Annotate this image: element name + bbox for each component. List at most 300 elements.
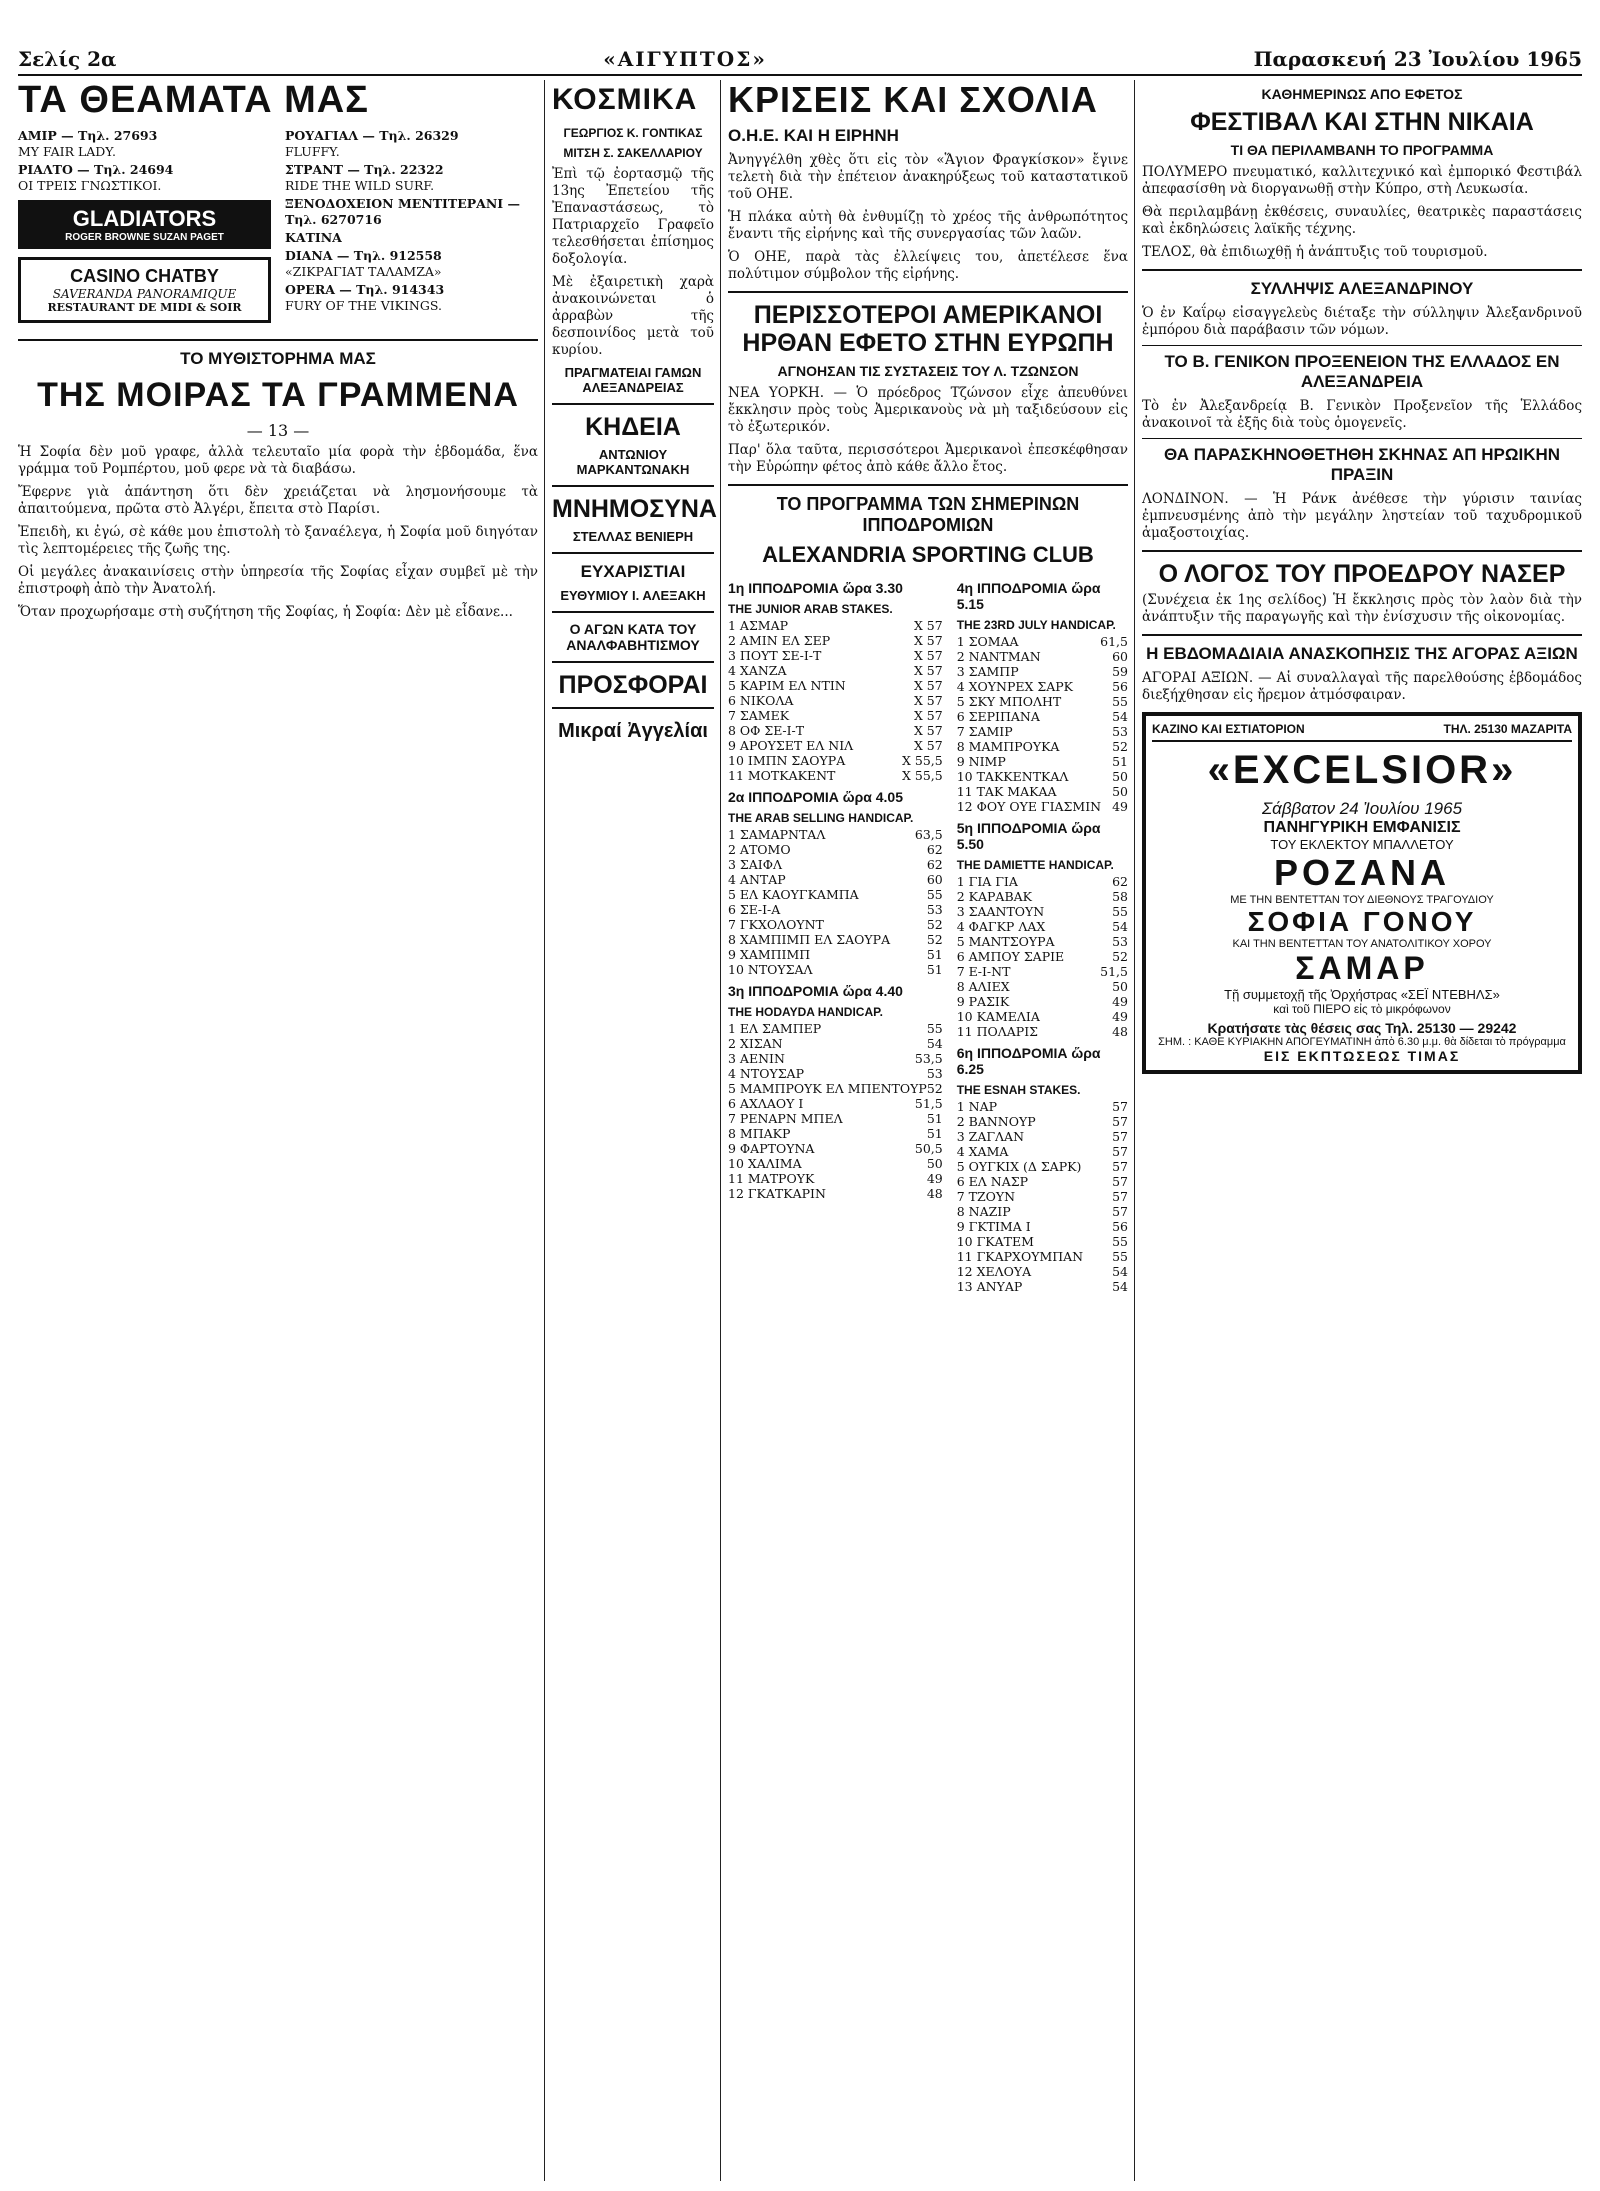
race-subtitle: THE 23RD JULY HANDICAP. [956, 618, 1116, 632]
horse-weight: 55 [1112, 1234, 1128, 1249]
horse-weight: 54 [1112, 1264, 1128, 1279]
horse-entry [728, 738, 943, 753]
race-title: 1η ΙΠΠΟΔΡΟΜΙΑ ὥρα 3.30 [728, 580, 903, 596]
paragraph: Τὸ ἐν Ἀλεξανδρείᾳ Β. Γενικὸν Προξενεῖον τῆς Ἑλλάδος ἀνακοινοῖ τὰ ἑξῆς διὰ τοὺς ὁμογενεῖς. [1142, 398, 1582, 431]
horse-weight: 52 [1112, 949, 1128, 964]
paragraph: ΠΟΛΥΜΕΡΟ πνευματικό, καλλιτεχνικό καὶ ἐμπορικό Φεστιβάλ ἀπεφασίσθη νὰ διοργανωθῇ στὴν Κύπρο, στὴ Λευκωσία. [1142, 164, 1582, 197]
horse-entry [957, 1204, 1128, 1219]
horse-entry [957, 1099, 1128, 1114]
race-column-left [728, 574, 943, 1294]
horse-entry [957, 679, 1128, 694]
horse-weight: 52 [926, 1081, 943, 1096]
excelsior-ad [1142, 712, 1582, 1074]
horse-name: 7 ΡΕΝΑΡΝ ΜΠΕΛ [728, 1111, 843, 1126]
horse-name: 3 ΠΟΥΤ ΣΕ-Ι-Τ [728, 648, 822, 663]
horse-entry [957, 1249, 1128, 1264]
horse-entry [728, 1096, 943, 1111]
horse-weight: 57 [1112, 1114, 1128, 1129]
horse-weight: Χ 57 [913, 693, 943, 708]
horse-weight: 51 [1112, 754, 1128, 769]
paragraph: Ἐπὶ τῷ ἐορτασμῷ τῆς 13ης Ἐπετείου τῆς Ἐπαναστάσεως, τὸ Πατριαρχεῖο Γραφεῖο τελεσθήσεται ἐπίσημος δοξολογία. [552, 166, 714, 267]
horse-name: 11 ΓΚΑΡΧΟΥΜΠΑΝ [956, 1249, 1084, 1264]
horse-name: 7 ΣΑΜΕΚ [728, 708, 790, 723]
horse-name: 10 ΝΤΟΥΣΑΛ [728, 962, 813, 977]
horse-name: 9 ΡΑΣΙΚ [956, 994, 1010, 1009]
race-program [728, 574, 1128, 1294]
news-subhead: ΑΓΝΟΗΣΑΝ ΤΙΣ ΣΥΣΤΑΣΕΙΣ ΤΟΥ Λ. ΤΖΩΝΣΟΝ [777, 363, 1079, 379]
horse-entry [728, 678, 943, 693]
ad-line: ΣΗΜ. : ΚΑΘΕ ΚΥΡΙΑΚΗΝ ΑΠΟΓΕΥΜΑΤΙΝΗ ἀπὸ 6.30 μ.μ. θὰ δίδεται τὸ πρόγραμμα [1158, 1036, 1566, 1048]
horse-weight: 48 [1112, 1024, 1128, 1039]
horse-entry [957, 949, 1128, 964]
horse-weight: 51 [926, 947, 943, 962]
horse-name: 10 ΧΑΛΙΜΑ [728, 1156, 802, 1171]
horse-name: 4 ΧΑΜΑ [956, 1144, 1009, 1159]
horse-entry [957, 1174, 1128, 1189]
ad-date: Σάββατον 24 Ἰουλίου 1965 [1261, 799, 1463, 818]
horse-name: 3 ΣΑΙΦΛ [728, 857, 783, 872]
paragraph: Θὰ περιλαμβάνῃ ἐκθέσεις, συναυλίες, θεατρικὲς παραστάσεις καὶ ἐκδηλώσεις λαϊκῆς τέχνης. [1142, 204, 1582, 237]
nasser-headline: Ο ΛΟΓΟΣ ΤΟΥ ΠΡΟΕΔΡΟΥ ΝΑΣΕΡ [1158, 560, 1566, 588]
section-header-commentary: ΚΡΙΣΕΙΣ ΚΑΙ ΣΧΟΛΙΑ [728, 79, 1098, 120]
horse-weight: 54 [1112, 1279, 1128, 1294]
race-subtitle: THE HODAYDA HANDICAP. [728, 1005, 883, 1019]
horse-weight: 48 [926, 1186, 943, 1201]
horse-entry [957, 739, 1128, 754]
paragraph: Ἡ πλάκα αὐτὴ θὰ ἐνθυμίζῃ τὸ χρέος τῆς ἀνθρωπότητος ἔναντι τῆς εἰρήνης καὶ τῆς συνεργασίας τῶν λαῶν. [728, 209, 1128, 242]
horse-entry [957, 874, 1128, 889]
horse-weight: Χ 57 [913, 648, 943, 663]
race-title: 2α ΙΠΠΟΔΡΟΜΙΑ ὥρα 4.05 [728, 789, 903, 805]
horse-name: 3 ΣΑΑΝΤΟΥΝ [956, 904, 1045, 919]
horse-weight: 51 [926, 962, 943, 977]
horse-weight: 58 [1112, 889, 1128, 904]
horse-entry [728, 648, 943, 663]
byline: ΓΕΩΡΓΙΟΣ Κ. ΓΟΝΤΙΚΑΣ [563, 126, 703, 140]
paragraph: ΝΕΑ ΥΟΡΚΗ. — Ὁ πρόεδρος Τζώνσον εἶχε ἀπευθύνει ἔκκλησιν πρὸς τοὺς Ἀμερικανοὺς νὰ μὴ ταξιδεύσουν εἰς τὸ ἐξωτερικόν. [728, 385, 1128, 435]
paragraph: ΛΟΝΔΙΝΟΝ. — Ἡ Ράνκ ἀνέθεσε τὴν γύρισιν ταινίας ἐμπνευσμένης ἀπὸ τὴν μεγάλην ληστείαν τοῦ ταχυδρομικοῦ ἁμαξοστοιχίας. [1142, 491, 1582, 541]
paragraph: Ὁ ΟΗΕ, παρὰ τὰς ἐλλείψεις του, ἀπετέλεσε ἕνα πολύτιμον σύμβολον τῆς εἰρήνης. [728, 249, 1128, 282]
horse-weight: 59 [1112, 664, 1128, 679]
horse-weight: 52 [926, 932, 943, 947]
horse-entry [728, 1066, 943, 1081]
horse-weight: 55 [926, 1021, 943, 1036]
horse-entry [728, 1126, 943, 1141]
horse-entry [728, 693, 943, 708]
masthead [18, 44, 1582, 76]
horse-weight: 63,5 [914, 827, 943, 842]
horse-weight: 57 [1112, 1144, 1128, 1159]
horse-name: 1 ΑΣΜΑΡ [728, 618, 789, 633]
horse-weight: 57 [1112, 1189, 1128, 1204]
horse-name: 9 ΓΚΤΙΜΑ Ι [956, 1219, 1031, 1234]
horse-name: 2 ΑΜΙΝ ΕΛ ΣΕΡ [728, 633, 831, 648]
funeral-header: ΚΗΔΕΙΑ [585, 413, 681, 441]
horse-name: 10 ΓΚΑΤΕΜ [956, 1234, 1034, 1249]
horse-weight: Χ 57 [913, 738, 943, 753]
horse-entry [728, 633, 943, 648]
column-entertainment [18, 80, 538, 2181]
horse-entry [957, 1234, 1128, 1249]
stock-headline: Η ΕΒΔΟΜΑΔΙΑΙΑ ΑΝΑΣΚΟΠΗΣΙΣ ΤΗΣ ΑΓΟΡΑΣ ΑΞΙΩΝ [1146, 644, 1578, 663]
horse-entry [957, 1264, 1128, 1279]
horse-weight: 50 [1112, 979, 1128, 994]
race-subtitle: THE DAMIETTE HANDICAP. [956, 858, 1114, 872]
horse-name: 7 Ε-Ι-ΝΤ [956, 964, 1011, 979]
horse-name: 11 ΜΑΤΡΟΥΚ [728, 1171, 815, 1186]
horse-name: 6 ΝΙΚΟΛΑ [728, 693, 794, 708]
horse-name: 10 ΤΑΚΚΕΝΤΚΑΛ [956, 769, 1069, 784]
race-subtitle: THE ESNAH STAKES. [956, 1083, 1081, 1097]
horse-weight: 49 [1112, 799, 1128, 814]
serial-kicker: ΤΟ ΜΥΘΙΣΤΟΡΗΜΑ ΜΑΣ [180, 349, 376, 368]
club-name: ALEXANDRIA SPORTING CLUB [762, 542, 1094, 567]
horse-entry [728, 1141, 943, 1156]
festival-kicker: ΚΑΘΗΜΕΡΙΝΩΣ ΑΠΟ ΕΦΕΤΟΣ [1261, 86, 1463, 102]
ad-line: Τῇ συμμετοχῇ τῆς Ὀρχήστρας «ΣΕΪ ΝΤΕΒΗΛΣ» [1224, 987, 1500, 1002]
horse-weight: 55 [1112, 1249, 1128, 1264]
horse-weight: 60 [926, 872, 943, 887]
horse-name: 8 ΝΑΖΙΡ [956, 1204, 1011, 1219]
horse-entry [957, 979, 1128, 994]
horse-weight: 61,5 [1100, 634, 1128, 649]
horse-entry [957, 724, 1128, 739]
horse-entry [728, 1036, 943, 1051]
issue-date: Παρασκευή 23 Ἰουλίου 1965 [1253, 47, 1582, 71]
horse-weight: 50 [1112, 784, 1128, 799]
ad-performer: ΡΟΖΑΝΑ [1274, 852, 1450, 893]
ad-line: ΚΑΙ ΤΗΝ ΒΕΝΤΕΤΤΑΝ ΤΟΥ ΑΝΑΤΟΛΙΤΙΚΟΥ ΧΟΡΟΥ [1232, 938, 1492, 950]
horse-name: 1 ΕΛ ΣΑΜΠΕΡ [728, 1021, 822, 1036]
horse-name: 5 ΕΛ ΚΑΟΥΓΚΑΜΠΑ [728, 887, 859, 902]
horse-entry [957, 934, 1128, 949]
horse-name: 2 ΚΑΡΑΒΑΚ [956, 889, 1032, 904]
paragraph: Παρ' ὅλα ταῦτα, περισσότεροι Ἀμερικανοὶ ἐπεσκέφθησαν τὴν Εὐρώπην φέτος ἀπὸ κάθε ἄλλο ἔτος. [728, 442, 1128, 475]
ad-venue: ΚΑΖΙΝΟ ΚΑΙ ΕΣΤΙΑΤΟΡΙΟΝ [1152, 722, 1305, 736]
horse-weight: 52 [1112, 739, 1128, 754]
ad-name: «EXCELSIOR» [1207, 748, 1517, 792]
horse-name: 4 ΧΟΥΝΡΕΧ ΣΑΡΚ [956, 679, 1074, 694]
horse-entry [957, 634, 1128, 649]
horse-weight: Χ 57 [913, 633, 943, 648]
cinema-listing: ΡΙΑΛΤΟ — Τηλ. 24694 ΟΙ ΤΡΕΙΣ ΓΝΩΣΤΙΚΟΙ. [18, 162, 174, 193]
horse-weight: 55 [1112, 904, 1128, 919]
cinema-listing: DIANA — Τηλ. 912558 «ΖΙΚΡΑΓΙΑΤ ΤΑΛΑΜΖΑ» [285, 248, 442, 279]
horse-weight: Χ 57 [913, 723, 943, 738]
thanks-header: ΕΥΧΑΡΙΣΤΙΑΙ [580, 562, 686, 581]
horse-name: 7 ΓΚΧΟΛΟΥΝΤ [728, 917, 824, 932]
horse-weight: 49 [1112, 1009, 1128, 1024]
race-column-right [957, 574, 1128, 1294]
horse-weight: Χ 55,5 [902, 768, 943, 783]
horse-name: 5 ΚΑΡΙΜ ΕΛ ΝΤΙΝ [728, 678, 846, 693]
horse-name: 10 ΚΑΜΕΛΙΑ [956, 1009, 1040, 1024]
horse-entry [957, 1279, 1128, 1294]
festival-subhead: ΤΙ ΘΑ ΠΕΡΙΛΑΜΒΑΝΗ ΤΟ ΠΡΟΓΡΑΜΜΑ [1230, 142, 1494, 158]
horse-entry [957, 1189, 1128, 1204]
consulate-headline: ΤΟ Β. ΓΕΝΙΚΟΝ ΠΡΟΞΕΝΕΙΟΝ ΤΗΣ ΕΛΛΑΔΟΣ ΕΝ ΑΛΕΞΑΝΔΡΕΙΑ [1164, 352, 1560, 391]
horse-name: 10 ΙΜΠΝ ΣΑΟΥΡΑ [728, 753, 846, 768]
horse-entry [957, 994, 1128, 1009]
horse-entry [957, 1114, 1128, 1129]
races-header: ΤΟ ΠΡΟΓΡΑΜΜΑ ΤΩΝ ΣΗΜΕΡΙΝΩΝ ΙΠΠΟΔΡΟΜΙΩΝ [776, 494, 1080, 535]
horse-weight: 51,5 [1100, 964, 1128, 979]
horse-name: 9 ΧΑΜΠΙΜΠ [728, 947, 811, 962]
horse-entry [728, 768, 943, 783]
memorial-header: ΜΝΗΜΟΣΥΝΑ [552, 495, 717, 523]
horse-entry [728, 842, 943, 857]
horse-entry [957, 1219, 1128, 1234]
horse-weight: 53 [926, 1066, 943, 1081]
horse-entry [728, 947, 943, 962]
section-header-social: ΚΟΣΜΙΚΑ [552, 83, 698, 116]
horse-name: 9 ΝΙΜΡ [956, 754, 1006, 769]
classifieds-header: Μικραί Ἀγγελίαι [558, 720, 708, 742]
horse-name: 5 ΟΥΓΚΙΧ (Δ ΣΑΡΚ) [956, 1159, 1082, 1174]
horse-entry [957, 1159, 1128, 1174]
horse-weight: 62 [926, 842, 943, 857]
horse-entry [728, 1051, 943, 1066]
serial-body [18, 444, 538, 621]
horse-entry [728, 1081, 943, 1096]
horse-weight: 60 [1112, 649, 1128, 664]
byline: ΜΙΤΣΗ Σ. ΣΑΚΕΛΛΑΡΙΟΥ [563, 146, 703, 160]
horse-weight: 53 [1112, 724, 1128, 739]
ad-phone: ΤΗΛ. 25130 ΜΑΖΑΡΙΤΑ [1443, 722, 1572, 736]
horse-name: 8 ΜΑΜΠΡΟΥΚΑ [956, 739, 1060, 754]
horse-entry [728, 917, 943, 932]
horse-weight: 51 [926, 1126, 943, 1141]
horse-name: 2 ΒΑΝΝΟΥΡ [956, 1114, 1036, 1129]
paragraph: Ὁ ἐν Καΐρῳ εἰσαγγελεὺς διέταξε τὴν σύλληψιν Ἀλεξανδρινοῦ ἐμπόρου διὰ παράβασιν τῶν νόμων. [1142, 305, 1582, 338]
horse-weight: Χ 55,5 [902, 753, 943, 768]
horse-weight: 62 [1112, 874, 1128, 889]
ad-line: ΤΟΥ ΕΚΛΕΚΤΟΥ ΜΠΑΛΛΕΤΟΥ [1270, 837, 1454, 852]
ad-line: ΕΙΣ ΕΚΠΤΩΣΕΩΣ ΤΙΜΑΣ [1263, 1048, 1461, 1064]
horse-entry [728, 708, 943, 723]
serial-title: ΤΗΣ ΜΟΙΡΑΣ ΤΑ ΓΡΑΜΜΕΝΑ [37, 376, 519, 414]
horse-entry [728, 857, 943, 872]
horse-name: 6 ΕΛ ΝΑΣΡ [956, 1174, 1028, 1189]
horse-name: 7 ΣΑΜΙΡ [956, 724, 1013, 739]
horse-name: 6 ΣΕ-Ι-Α [728, 902, 781, 917]
horse-entry [957, 964, 1128, 979]
horse-entry [728, 753, 943, 768]
horse-weight: 51 [926, 1111, 943, 1126]
cinema-listing: ΑΜΙΡ — Τηλ. 27693 MY FAIR LADY. [18, 128, 158, 159]
paragraph: Ἐπειδὴ, κι ἐγώ, σὲ κάθε μου ἐπιστολὴ τὸ ξαναέλεγα, ἡ Σοφία μοῦ διηγόταν τὶς λεπτομέρειες τῆς ζωῆς της. [18, 524, 538, 557]
horse-weight: 57 [1112, 1159, 1128, 1174]
race-subtitle: THE ARAB SELLING HANDICAP. [728, 811, 914, 825]
race-title: 5η ΙΠΠΟΔΡΟΜΙΑ ὥρα 5.50 [956, 820, 1101, 852]
horse-entry [957, 754, 1128, 769]
cinema-listings [18, 126, 538, 331]
horse-weight: 50,5 [914, 1141, 943, 1156]
horse-entry [728, 1021, 943, 1036]
horse-name: 1 ΝΑΡ [956, 1099, 998, 1114]
horse-name: 5 ΜΑΝΤΣΟΥΡΑ [956, 934, 1055, 949]
horse-weight: 57 [1112, 1129, 1128, 1144]
horse-weight: 51,5 [914, 1096, 943, 1111]
race-title: 3η ΙΠΠΟΔΡΟΜΙΑ ὥρα 4.40 [728, 983, 903, 999]
horse-entry [728, 872, 943, 887]
horse-name: 12 ΓΚΑΤΚΑΡΙΝ [728, 1186, 826, 1201]
ad-line: ΜΕ ΤΗΝ ΒΕΝΤΕΤΤΑΝ ΤΟΥ ΔΙΕΘΝΟΥΣ ΤΡΑΓΟΥΔΙΟΥ [1230, 894, 1494, 906]
horse-name: 8 ΜΠΑΚΡ [728, 1126, 791, 1141]
horse-name: 6 ΣΕΡΙΠΑΝΑ [956, 709, 1040, 724]
cinema-listing: OPERA — Τηλ. 914343 FURY OF THE VIKINGS. [285, 282, 445, 313]
horse-entry [728, 1171, 943, 1186]
horse-entry [957, 1144, 1128, 1159]
festival-headline: ΦΕΣΤΙΒΑΛ ΚΑΙ ΣΤΗΝ ΝΙΚΑΙΑ [1190, 108, 1534, 136]
horse-weight: 54 [1112, 919, 1128, 934]
horse-name: 12 ΧΕΛΟΥΑ [956, 1264, 1032, 1279]
horse-name: 11 ΠΟΛΑΡΙΣ [956, 1024, 1038, 1039]
wedding-header: ΠΡΑΓΜΑΤΕΙΑΙ ΓΑΜΩΝ ΑΛΕΞΑΝΔΡΕΙΑΣ [564, 365, 702, 395]
horse-entry [957, 649, 1128, 664]
ad-performer: ΣΑΜΑΡ [1295, 950, 1429, 986]
horse-weight: 54 [926, 1036, 943, 1051]
horse-entry [957, 694, 1128, 709]
horse-name: 2 ΧΙΣΑΝ [728, 1036, 783, 1051]
horse-weight: 56 [1112, 1219, 1128, 1234]
funeral-name: ΑΝΤΩΝΙΟΥ ΜΑΡΚΑΝΤΩΝΑΚΗ [576, 447, 690, 477]
horse-weight: 57 [1112, 1174, 1128, 1189]
paragraph: Ἀνηγγέλθη χθὲς ὅτι εἰς τὸν «Ἅγιον Φραγκίσκον» ἔγινε τελετὴ διὰ τὴν ἐπέτειον ἀνακηρύξεως τοῦ καταστατικοῦ τοῦ ΟΗΕ. [728, 152, 1128, 202]
ad-line: ΠΑΝΗΓΥΡΙΚΗ ΕΜΦΑΝΙΣΙΣ [1263, 819, 1461, 836]
horse-name: 2 ΑΤΟΜΟ [728, 842, 791, 857]
ad-line: καὶ τοῦ ΠΙΕΡΟ εἰς τὸ μικρόφωνον [1273, 1002, 1451, 1016]
horse-name: 11 ΤΑΚ ΜΑΚΑΑ [956, 784, 1057, 799]
horse-name: 4 ΑΝΤΑΡ [728, 872, 786, 887]
horse-weight: 50 [926, 1156, 943, 1171]
horse-weight: Χ 57 [913, 618, 943, 633]
horse-name: 6 ΑΧΛΑΟΥ Ι [728, 1096, 804, 1111]
horse-name: 1 ΓΙΑ ΓΙΑ [956, 874, 1018, 889]
horse-name: 13 ΑΝΥΑΡ [956, 1279, 1023, 1294]
paragraph: Οἱ μεγάλες ἀνακαινίσεις στὴν ὑπηρεσία τῆς Σοφίας εἶχαν συμβεῖ μὲ τὴν ἐπιστροφὴ ἀπὸ τὴν Ἀνατολή. [18, 564, 538, 597]
horse-entry [957, 769, 1128, 784]
serial-number: — 13 — [246, 421, 310, 440]
cinema-listing: ΣΤΡΑΝΤ — Τηλ. 22322 RIDE THE WILD SURF. [285, 162, 444, 193]
news-headline: ΠΕΡΙΣΣΟΤΕΡΟΙ ΑΜΕΡΙΚΑΝΟΙ ΗΡΘΑΝ ΕΦΕΤΟ ΣΤΗΝ ΕΥΡΩΠΗ [742, 301, 1114, 357]
paragraph: ΤΕΛΟΣ, θὰ ἐπιδιωχθῇ ἡ ἀνάπτυξις τοῦ τουρισμοῦ. [1142, 244, 1488, 260]
horse-name: 9 ΦΑΡΤΟΥΝΑ [728, 1141, 815, 1156]
offers-header: ΠΡΟΣΦΟΡΑΙ [558, 671, 708, 699]
cinema-listing: ΞΕΝΟΔΟΧΕΙΟΝ ΜΕΝΤΙΤΕΡΑΝΙ — Τηλ. 6270716 [285, 196, 520, 227]
ad-performer: ΣΟΦΙΑ ΓΟΝΟΥ [1247, 906, 1477, 937]
horse-weight: 50 [1112, 769, 1128, 784]
horse-weight: 62 [926, 857, 943, 872]
horse-name: 1 ΣΑΜΑΡΝΤΑΛ [728, 827, 826, 842]
column-social [552, 80, 717, 2181]
horse-name: 4 ΦΑΓΚΡ ΛΑΧ [956, 919, 1046, 934]
horse-name: 3 ΖΑΓΛΑΝ [956, 1129, 1025, 1144]
arrest-headline: ΣΥΛΛΗΨΙΣ ΑΛΕΞΑΝΔΡΙΝΟΥ [1250, 279, 1474, 298]
race-title: 4η ΙΠΠΟΔΡΟΜΙΑ ὥρα 5.15 [956, 580, 1101, 612]
horse-entry [728, 1156, 943, 1171]
horse-name: 4 ΧΑΝΖΑ [728, 663, 787, 678]
horse-weight: 53,5 [914, 1051, 943, 1066]
horse-entry [957, 784, 1128, 799]
horse-weight: 49 [1112, 994, 1128, 1009]
horse-weight: 54 [1112, 709, 1128, 724]
newspaper-name: «ΑΙΓΥΠΤΟΣ» [603, 47, 767, 71]
paragraph: (Συνέχεια ἐκ 1ης σελίδος) Ἡ ἔκκλησις πρὸς τὸν λαὸν διὰ τὴν ἀνάπτυξιν τῆς παραγωγῆς καὶ τὴν ἐνίσχυσιν τῆς οἰκονομίας. [1142, 592, 1582, 625]
horse-name: 9 ΑΡΟΥΣΕΤ ΕΛ ΝΙΛ [728, 738, 854, 753]
horse-entry [728, 663, 943, 678]
horse-entry [957, 709, 1128, 724]
horse-entry [957, 1009, 1128, 1024]
horse-weight: 53 [1112, 934, 1128, 949]
horse-name: 4 ΝΤΟΥΣΑΡ [728, 1066, 804, 1081]
horse-name: 8 ΧΑΜΠΙΜΠ ΕΛ ΣΑΟΥΡΑ [728, 932, 891, 947]
horse-entry [728, 1111, 943, 1126]
horse-entry [957, 889, 1128, 904]
page-number: Σελίς 2α [18, 47, 117, 71]
ad-line: Κρατήσατε τὰς θέσεις σας Τηλ. 25130 — 29242 [1207, 1020, 1517, 1036]
horse-entry [728, 962, 943, 977]
horse-name: 2 ΝΑΝΤΜΑΝ [956, 649, 1041, 664]
column-news [1142, 80, 1582, 2181]
horse-weight: 49 [926, 1171, 943, 1186]
horse-name: 11 ΜΟΤΚΑΚΕΝΤ [728, 768, 836, 783]
horse-entry [957, 1024, 1128, 1039]
memorial-name: ΣΤΕΛΛΑΣ ΒΕΝΙΕΡΗ [572, 529, 694, 544]
thanks-name: ΕΥΘΥΜΙΟΥ Ι. ΑΛΕΞΑΚΗ [560, 588, 706, 603]
horse-weight: 53 [926, 902, 943, 917]
paragraph: Ἡ Σοφία δὲν μοῦ γραφε, ἀλλὰ τελευταῖο μία φορὰ τὴν ἑβδομάδα, ἕνα γράμμα τοῦ Ρομπέρτου, μοῦ φερε νὰ τὰ διαβάσω. [18, 444, 538, 477]
horse-weight: Χ 57 [913, 678, 943, 693]
horse-entry [728, 723, 943, 738]
horse-entry [728, 827, 943, 842]
horse-name: 6 ΑΜΠΟΥ ΣΑΡΙΕ [956, 949, 1065, 964]
horse-weight: 57 [1112, 1204, 1128, 1219]
section-header-shows: ΤΑ ΘΕΑΜΑΤΑ ΜΑΣ [18, 79, 369, 121]
horse-entry [957, 1129, 1128, 1144]
horse-weight: 55 [1112, 694, 1128, 709]
horse-entry [957, 664, 1128, 679]
robbery-headline: ΘΑ ΠΑΡΑΣΚΗΝΟΘΕΤΗΘΗ ΣΚΗΝΑΣ ΑΠ ΗΡΩΙΚΗΝ ΠΡΑΞΙΝ [1163, 445, 1561, 484]
race-title: 6η ΙΠΠΟΔΡΟΜΙΑ ὥρα 6.25 [956, 1045, 1101, 1077]
horse-name: 3 ΑΕΝΙΝ [728, 1051, 785, 1066]
casino-chatby-ad: CASINO CHATBY SAVERANDA PANORAMIQUE RESTAURANT DE MIDI & SOIR [18, 257, 271, 323]
horse-weight: 52 [926, 917, 943, 932]
horse-weight: Χ 57 [913, 708, 943, 723]
horse-name: 7 ΤΖΟΥΝ [956, 1189, 1016, 1204]
horse-name: 8 ΟΦ ΣΕ-Ι-Τ [728, 723, 805, 738]
horse-entry [728, 618, 943, 633]
race-subtitle: THE JUNIOR ARAB STAKES. [728, 602, 893, 616]
horse-name: 5 ΣΚΥ ΜΠΟΛΗΤ [956, 694, 1062, 709]
horse-weight: 56 [1112, 679, 1128, 694]
horse-weight: 57 [1112, 1099, 1128, 1114]
horse-entry [957, 799, 1128, 814]
commentary-subhead: Ο.Η.Ε. ΚΑΙ Η ΕΙΡΗΝΗ [728, 126, 899, 145]
paragraph: Ἔφερνε γιὰ ἀπάντηση ὅτι δὲν χρειάζεται νὰ λησμονήσουμε τὰ ἀπαιτούμενα, πρῶτα στὸ Ἀλγέρι, ἔπειτα στὸ Παρίσι. [18, 484, 538, 517]
horse-entry [957, 904, 1128, 919]
horse-name: 12 ΦΟΥ ΟΥΕ ΓΙΑΣΜΙΝ [956, 799, 1102, 814]
horse-name: 3 ΣΑΜΠΡ [956, 664, 1019, 679]
gladiators-ad: GLADIATORS ROGER BROWNE SUZAN PAGET [18, 200, 271, 249]
horse-weight: 55 [926, 887, 943, 902]
agon-header: Ο ΑΓΩΝ ΚΑΤΑ ΤΟΥ ΑΝΑΛΦΑΒΗΤΙΣΜΟΥ [566, 621, 700, 653]
horse-entry [728, 887, 943, 902]
horse-entry [728, 1186, 943, 1201]
paragraph: ΑΓΟΡΑΙ ΑΞΙΩΝ. — Αἱ συναλλαγαὶ τῆς παρελθούσης ἑβδομάδος διεξήχθησαν εἰς ἤρεμον ἀτμόσφαιραν. [1142, 670, 1582, 703]
paragraph: Μὲ ἐξαιρετικὴ χαρὰ ἀνακοινώνεται ὁ ἀρραβὼν τῆς δεσποινίδος μετὰ τοῦ κυρίου. [552, 274, 714, 358]
horse-entry [728, 932, 943, 947]
